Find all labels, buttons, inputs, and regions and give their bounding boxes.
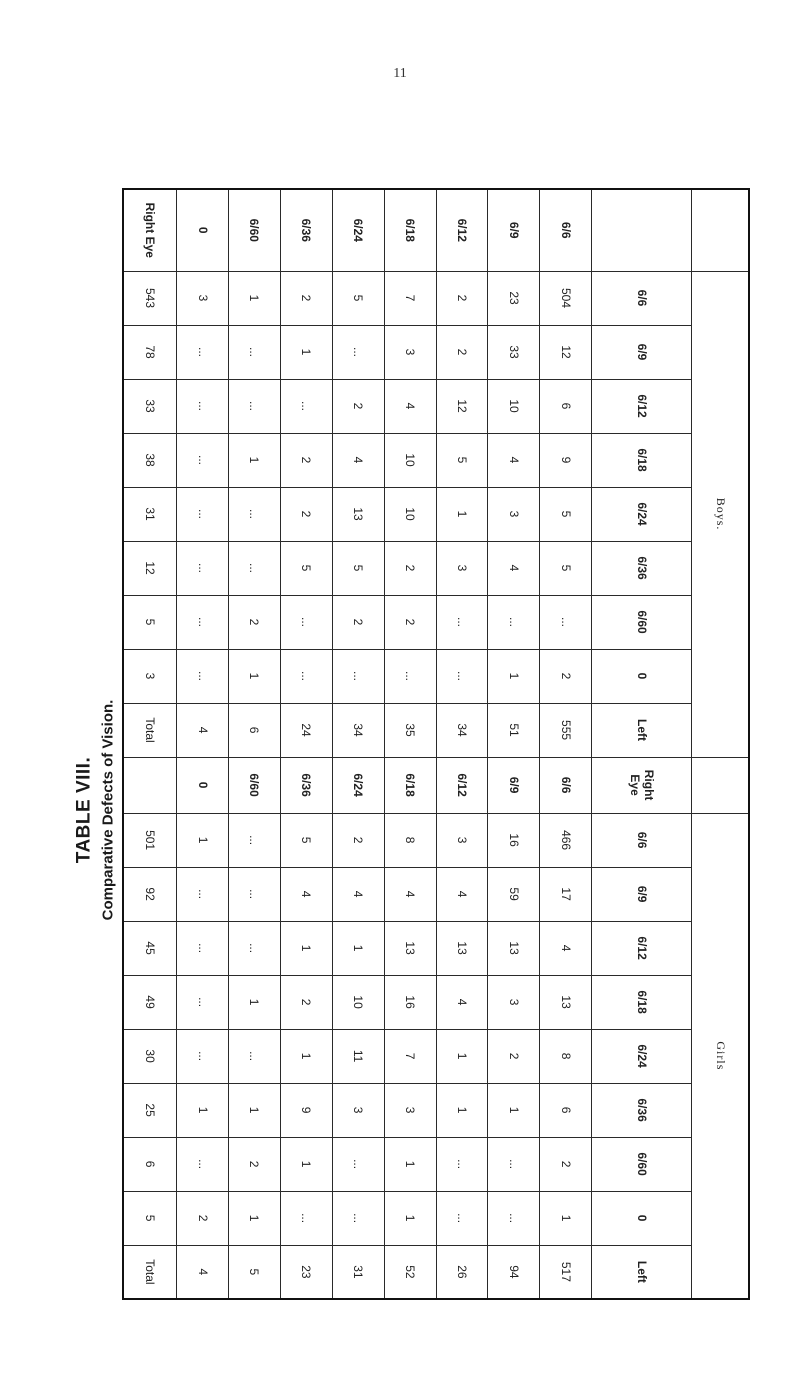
girls-cell: 1	[540, 1191, 592, 1245]
girls-total-cell: 5	[123, 1191, 177, 1245]
girls-cell: ...	[488, 1137, 540, 1191]
row-acuity-label: 0	[177, 189, 229, 271]
girls-cell: 17	[540, 867, 592, 921]
girls-cell: 2	[488, 1029, 540, 1083]
table-subtitle: Comparative Defects of Vision.	[99, 699, 117, 921]
right-eye-acuity: 6/18	[384, 757, 436, 813]
boys-total-cell: 78	[123, 325, 177, 379]
boys-cell: 5	[332, 271, 384, 325]
boys-cell: 33	[488, 325, 540, 379]
boys-column-label: 0	[592, 649, 692, 703]
boys-cell: 12	[540, 325, 592, 379]
boys-cell: 9	[540, 433, 592, 487]
totals-right-eye-label: Right Eye	[123, 189, 177, 271]
right-eye-acuity: 6/9	[488, 757, 540, 813]
girls-cell: 1	[436, 1083, 488, 1137]
girls-cell: 4	[384, 867, 436, 921]
girls-cell: 13	[384, 921, 436, 975]
girls-cell: 3	[332, 1083, 384, 1137]
boys-cell: 1	[229, 433, 281, 487]
totals-row	[123, 189, 177, 1299]
right-eye-acuity: 6/60	[229, 757, 281, 813]
boys-cell: ...	[177, 433, 229, 487]
boys-cell: 1	[488, 649, 540, 703]
girls-cell: 2	[540, 1137, 592, 1191]
row-acuity-label: 6/24	[332, 189, 384, 271]
boys-cell: ...	[177, 325, 229, 379]
boys-column-label: 6/36	[592, 541, 692, 595]
girls-cell: ...	[229, 813, 281, 867]
table-wrapper	[122, 188, 750, 1285]
totals-spacer	[123, 757, 177, 813]
right-eye-acuity: 6/24	[332, 757, 384, 813]
table-title-block	[74, 700, 117, 921]
boys-cell: 3	[177, 271, 229, 325]
girls-cell: 59	[488, 867, 540, 921]
spacer-cell	[692, 757, 749, 813]
girls-cell: ...	[177, 975, 229, 1029]
table-row	[540, 189, 592, 1299]
boys-cell: 2	[229, 595, 281, 649]
boys-cell: ...	[177, 649, 229, 703]
boys-cell: ...	[280, 595, 332, 649]
girls-total-cell: 92	[123, 867, 177, 921]
boys-cell: 5	[332, 541, 384, 595]
boys-cell: ...	[436, 649, 488, 703]
boys-cell: 13	[332, 487, 384, 541]
girls-cell: 2	[177, 1191, 229, 1245]
girls-cell: 4	[177, 1245, 229, 1299]
girls-cell: ...	[177, 867, 229, 921]
girls-cell: 3	[488, 975, 540, 1029]
boys-cell: 2	[436, 271, 488, 325]
girls-column-label: 6/18	[592, 975, 692, 1029]
girls-heading: Girls	[692, 813, 749, 1299]
boys-cell: 7	[384, 271, 436, 325]
girls-cell: 1	[488, 1083, 540, 1137]
girls-total-cell: 45	[123, 921, 177, 975]
boys-cell: 6	[540, 379, 592, 433]
boys-cell: 5	[436, 433, 488, 487]
girls-cell: ...	[229, 1029, 281, 1083]
girls-cell: 1	[384, 1137, 436, 1191]
boys-total-cell: 33	[123, 379, 177, 433]
boys-cell: ...	[384, 649, 436, 703]
corner-cell	[692, 189, 749, 271]
boys-cell: ...	[280, 649, 332, 703]
girls-cell: 11	[332, 1029, 384, 1083]
girls-cell: 3	[436, 813, 488, 867]
girls-cell: 7	[384, 1029, 436, 1083]
table-row	[280, 189, 332, 1299]
table-row	[177, 189, 229, 1299]
girls-cell: 1	[280, 921, 332, 975]
boys-total-cell: 5	[123, 595, 177, 649]
girls-cell: ...	[280, 1191, 332, 1245]
boys-cell: 4	[332, 433, 384, 487]
row-acuity-label: 6/18	[384, 189, 436, 271]
girls-column-label: 6/12	[592, 921, 692, 975]
table-row	[488, 189, 540, 1299]
girls-column-label: 6/60	[592, 1137, 692, 1191]
boys-cell: 34	[436, 703, 488, 757]
boys-cell: ...	[488, 595, 540, 649]
girls-cell: ...	[488, 1191, 540, 1245]
girls-cell: 6	[540, 1083, 592, 1137]
boys-cell: ...	[332, 325, 384, 379]
row-acuity-label: 6/60	[229, 189, 281, 271]
boys-cell: 4	[384, 379, 436, 433]
girls-cell: 8	[540, 1029, 592, 1083]
vision-table	[122, 188, 750, 1300]
boys-cell: 504	[540, 271, 592, 325]
boys-cell: ...	[177, 595, 229, 649]
page-number: 11	[393, 66, 407, 81]
boys-total-cell: 3	[123, 649, 177, 703]
girls-total-cell: 30	[123, 1029, 177, 1083]
table-row	[436, 189, 488, 1299]
girls-cell: 1	[384, 1191, 436, 1245]
girls-total-cell: Total	[123, 1245, 177, 1299]
boys-cell: 6	[229, 703, 281, 757]
girls-cell: 23	[280, 1245, 332, 1299]
boys-column-label: 6/9	[592, 325, 692, 379]
girls-total-cell: 25	[123, 1083, 177, 1137]
girls-cell: ...	[332, 1137, 384, 1191]
boys-cell: 3	[488, 487, 540, 541]
girls-cell: 1	[332, 921, 384, 975]
girls-column-label: 6/24	[592, 1029, 692, 1083]
girls-cell: ...	[229, 867, 281, 921]
boys-cell: 2	[384, 595, 436, 649]
boys-cell: 2	[384, 541, 436, 595]
girls-total-cell: 49	[123, 975, 177, 1029]
girls-cell: ...	[436, 1191, 488, 1245]
girls-cell: 4	[540, 921, 592, 975]
boys-cell: ...	[540, 595, 592, 649]
girls-column-label: 0	[592, 1191, 692, 1245]
boys-total-cell: Total	[123, 703, 177, 757]
boys-cell: 34	[332, 703, 384, 757]
boys-total-cell: 12	[123, 541, 177, 595]
boys-cell: 35	[384, 703, 436, 757]
boys-cell: 10	[384, 433, 436, 487]
girls-cell: 26	[436, 1245, 488, 1299]
girls-cell: 10	[332, 975, 384, 1029]
girls-cell: 1	[229, 975, 281, 1029]
girls-total-cell: 6	[123, 1137, 177, 1191]
girls-cell: 16	[384, 975, 436, 1029]
row-acuity-label: 6/6	[540, 189, 592, 271]
table-row	[384, 189, 436, 1299]
boys-cell: 2	[332, 595, 384, 649]
boys-column-label: 6/6	[592, 271, 692, 325]
girls-cell: 2	[229, 1137, 281, 1191]
girls-cell: 517	[540, 1245, 592, 1299]
boys-cell: 5	[280, 541, 332, 595]
right-eye-acuity: 6/36	[280, 757, 332, 813]
girls-cell: 13	[540, 975, 592, 1029]
boys-column-label: Left	[592, 703, 692, 757]
boys-total-cell: 31	[123, 487, 177, 541]
right-eye-label: Right Eye	[592, 757, 692, 813]
boys-cell: 2	[540, 649, 592, 703]
girls-cell: 94	[488, 1245, 540, 1299]
girls-cell: 1	[229, 1083, 281, 1137]
row-acuity-label: 6/12	[436, 189, 488, 271]
row-acuity-label: 6/36	[280, 189, 332, 271]
boys-cell: 2	[280, 271, 332, 325]
boys-cell: 2	[280, 433, 332, 487]
boys-cell: ...	[436, 595, 488, 649]
right-eye-acuity: 0	[177, 757, 229, 813]
corner-label-cell	[592, 189, 692, 271]
boys-cell: 3	[436, 541, 488, 595]
girls-cell: 2	[280, 975, 332, 1029]
boys-column-label: 6/12	[592, 379, 692, 433]
boys-total-cell: 543	[123, 271, 177, 325]
girls-cell: 1	[177, 1083, 229, 1137]
girls-cell: 4	[436, 975, 488, 1029]
boys-cell: 51	[488, 703, 540, 757]
boys-cell: ...	[229, 325, 281, 379]
girls-cell: ...	[332, 1191, 384, 1245]
boys-cell: 1	[229, 649, 281, 703]
girls-cell: 466	[540, 813, 592, 867]
boys-cell: 4	[488, 433, 540, 487]
boys-cell: 1	[280, 325, 332, 379]
girls-cell: 5	[280, 813, 332, 867]
boys-cell: 4	[488, 541, 540, 595]
girls-cell: 5	[229, 1245, 281, 1299]
boys-cell: ...	[229, 379, 281, 433]
girls-cell: 16	[488, 813, 540, 867]
boys-column-label: 6/24	[592, 487, 692, 541]
girls-cell: 1	[280, 1029, 332, 1083]
girls-cell: 1	[280, 1137, 332, 1191]
boys-cell: 1	[229, 271, 281, 325]
girls-cell: 52	[384, 1245, 436, 1299]
girls-total-cell: 501	[123, 813, 177, 867]
girls-cell: 2	[332, 813, 384, 867]
girls-cell: 1	[436, 1029, 488, 1083]
girls-cell: ...	[177, 921, 229, 975]
boys-cell: 24	[280, 703, 332, 757]
boys-heading: Boys.	[692, 271, 749, 757]
girls-cell: 13	[488, 921, 540, 975]
boys-cell: ...	[177, 487, 229, 541]
boys-cell: 12	[436, 379, 488, 433]
girls-cell: 31	[332, 1245, 384, 1299]
column-label-row	[592, 189, 692, 1299]
boys-cell: ...	[229, 541, 281, 595]
right-eye-acuity: 6/12	[436, 757, 488, 813]
girls-cell: ...	[229, 921, 281, 975]
boys-column-label: 6/18	[592, 433, 692, 487]
girls-cell: ...	[436, 1137, 488, 1191]
girls-cell: 4	[332, 867, 384, 921]
boys-cell: ...	[332, 649, 384, 703]
boys-cell: 10	[384, 487, 436, 541]
group-heading-row	[692, 189, 749, 1299]
girls-cell: 3	[384, 1083, 436, 1137]
table-title: TABLE VIII.	[73, 756, 95, 864]
boys-cell: 2	[332, 379, 384, 433]
table-row	[332, 189, 384, 1299]
boys-cell: 4	[177, 703, 229, 757]
row-acuity-label: 6/9	[488, 189, 540, 271]
boys-cell: 3	[384, 325, 436, 379]
boys-cell: 10	[488, 379, 540, 433]
girls-cell: 9	[280, 1083, 332, 1137]
boys-cell: 1	[436, 487, 488, 541]
table-row	[229, 189, 281, 1299]
girls-cell: 4	[280, 867, 332, 921]
boys-cell: ...	[177, 541, 229, 595]
right-eye-acuity: 6/6	[540, 757, 592, 813]
boys-cell: 5	[540, 541, 592, 595]
boys-cell: 2	[436, 325, 488, 379]
boys-total-cell: 38	[123, 433, 177, 487]
boys-cell: 5	[540, 487, 592, 541]
girls-column-label: Left	[592, 1245, 692, 1299]
girls-cell: 8	[384, 813, 436, 867]
boys-cell: ...	[177, 379, 229, 433]
girls-cell: ...	[177, 1029, 229, 1083]
boys-cell: ...	[229, 487, 281, 541]
boys-cell: ...	[280, 379, 332, 433]
girls-column-label: 6/9	[592, 867, 692, 921]
girls-cell: 1	[229, 1191, 281, 1245]
girls-column-label: 6/6	[592, 813, 692, 867]
girls-cell: ...	[177, 1137, 229, 1191]
boys-cell: 2	[280, 487, 332, 541]
girls-cell: 13	[436, 921, 488, 975]
girls-cell: 4	[436, 867, 488, 921]
boys-cell: 555	[540, 703, 592, 757]
boys-cell: 23	[488, 271, 540, 325]
girls-column-label: 6/36	[592, 1083, 692, 1137]
girls-cell: 1	[177, 813, 229, 867]
boys-column-label: 6/60	[592, 595, 692, 649]
